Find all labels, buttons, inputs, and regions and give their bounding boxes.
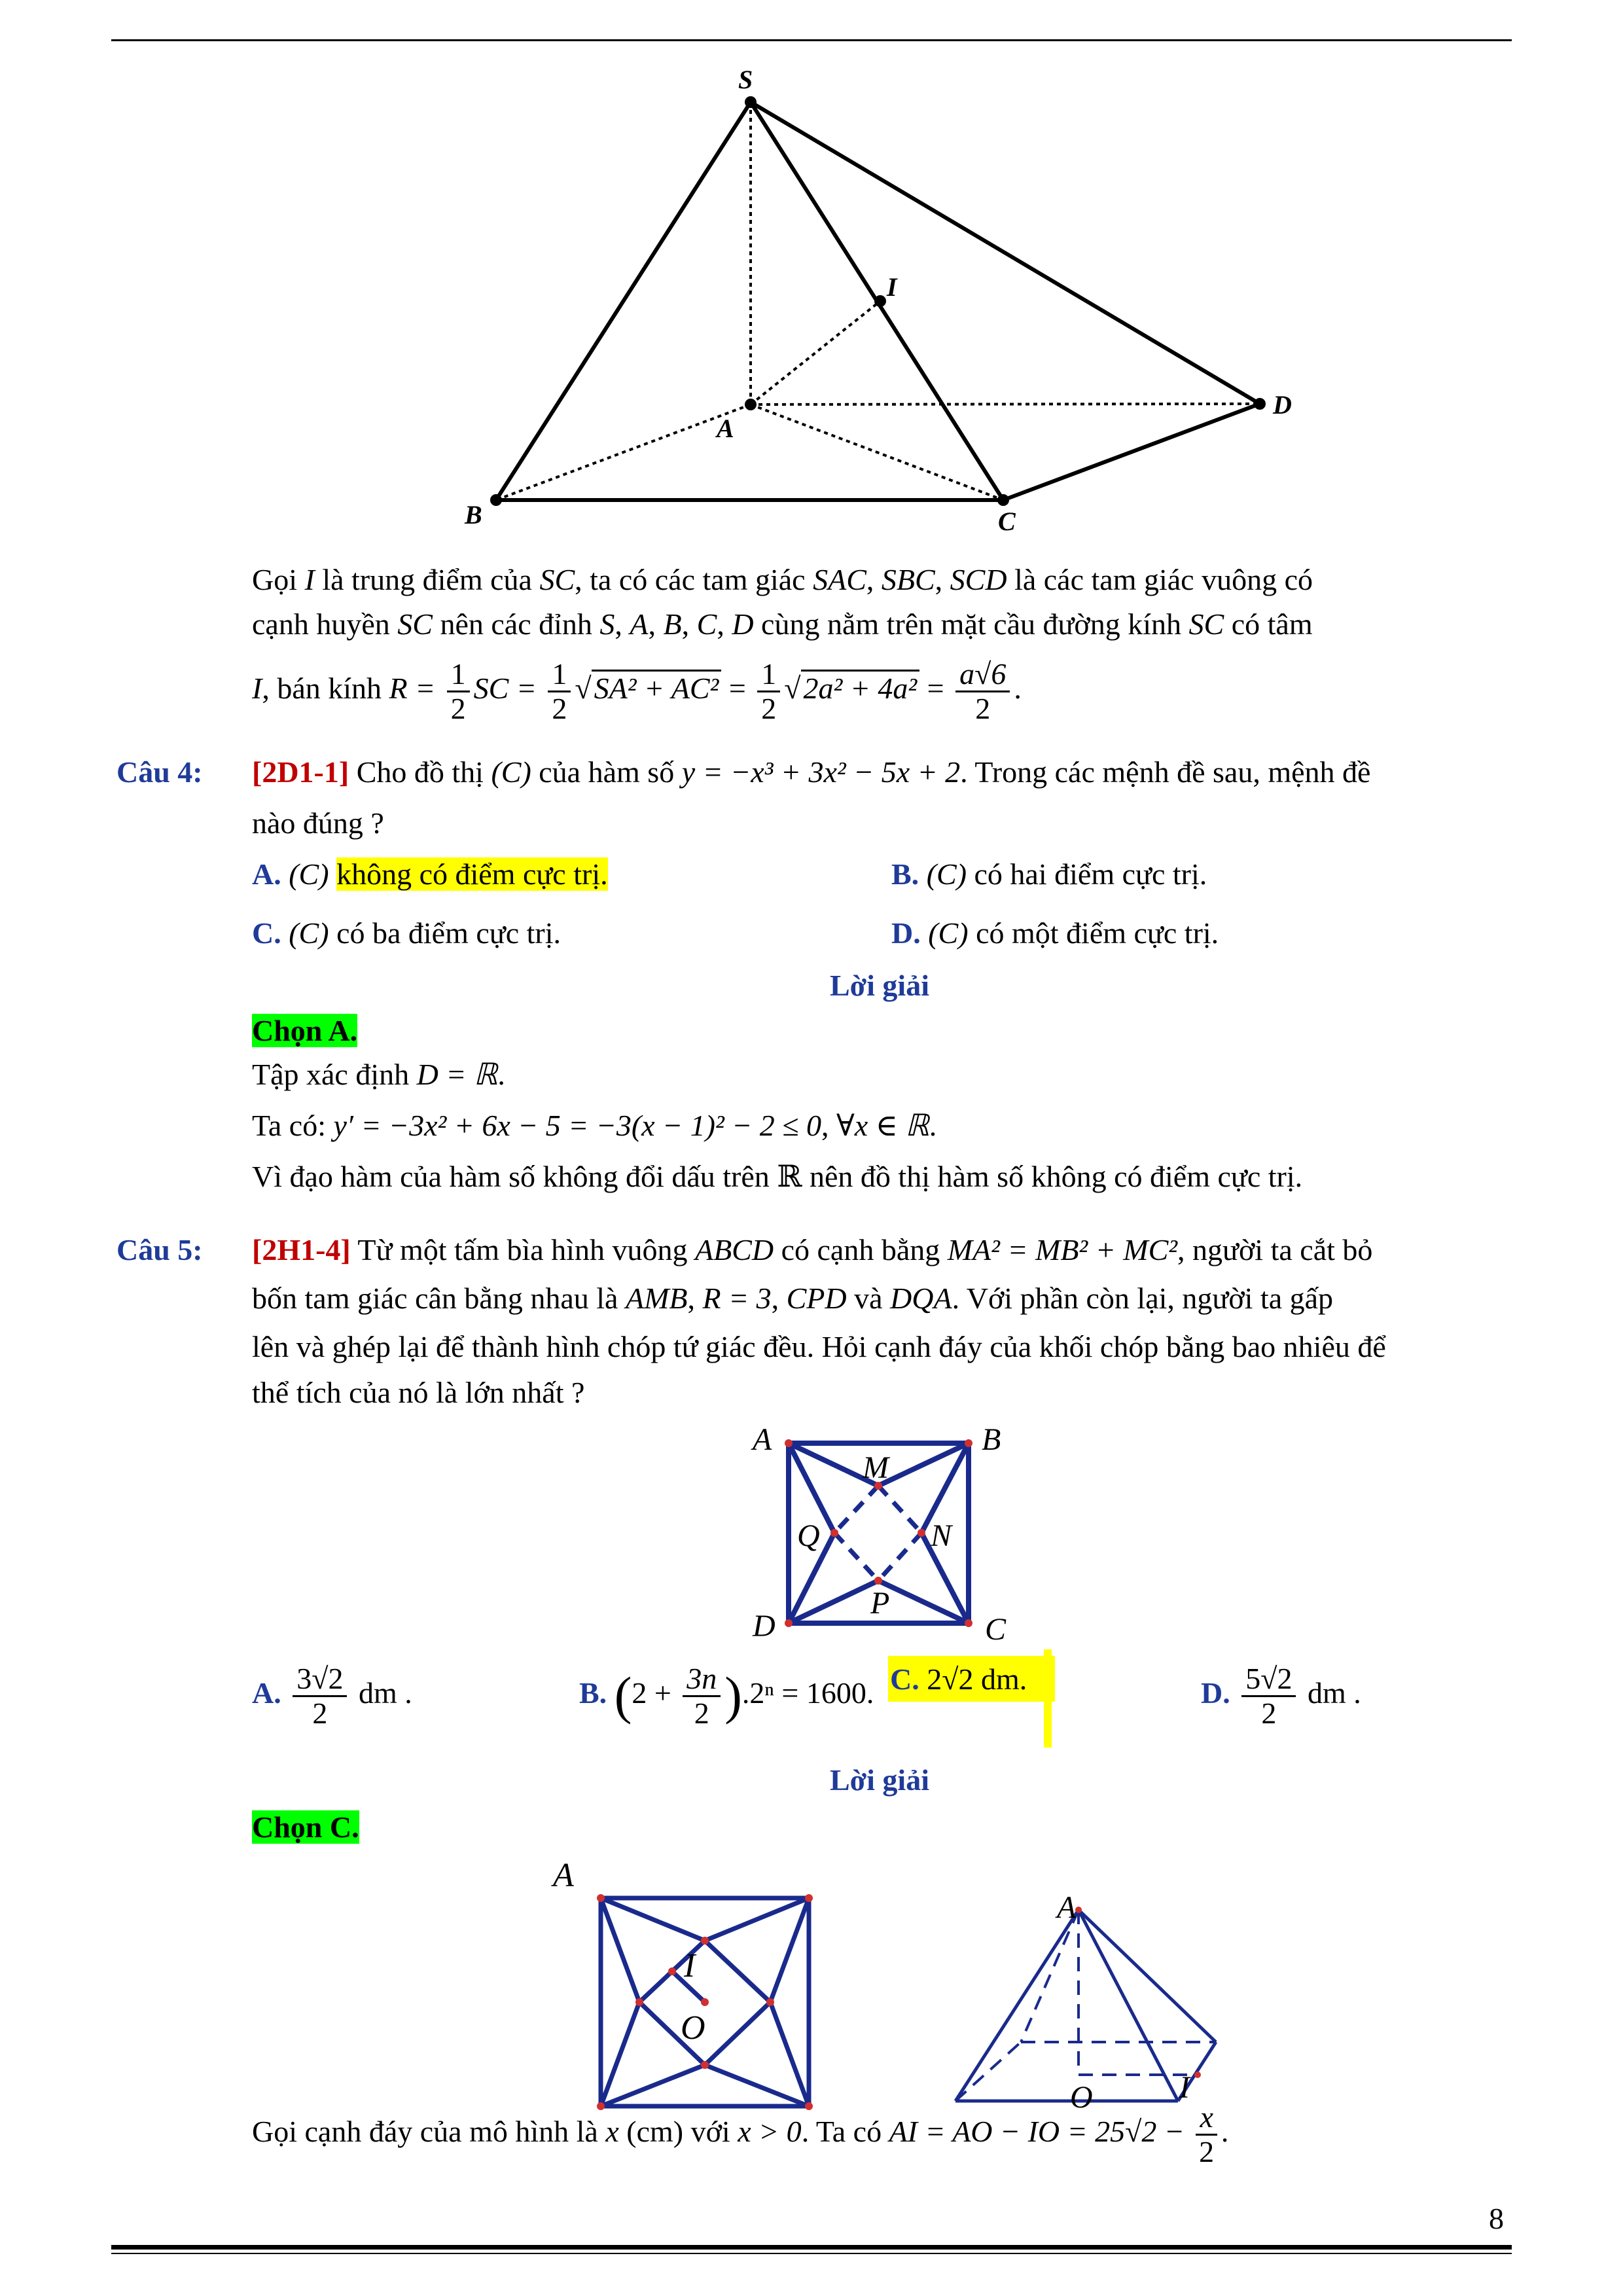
label-a: A	[717, 414, 734, 443]
q4-stem-line1: [2D1-1] Cho đồ thị (C) của hàm số y = −x³ + 3x² − 5x + 2. Trong các mệnh đề sau, mệnh đề	[252, 755, 1371, 789]
vertex-d-dot	[1254, 398, 1266, 410]
vertex-a-dot	[745, 399, 757, 410]
fig2-label-a: A	[753, 1422, 772, 1457]
fig2-label-p: P	[870, 1586, 890, 1621]
q5-label: Câu 5:	[116, 1233, 203, 1266]
q4-option-b: B. (C) có hai điểm cực trị.	[891, 857, 1207, 891]
q5-option-d: D. $\frac{5√2}{2}$ dm .	[1201, 1662, 1361, 1730]
q4-solution-line2: Ta có: y′ = −3x² + 6x − 5 = −3(x − 1)² − 2 ≤ 0, ∀x ∈ ℝ.	[252, 1109, 937, 1142]
q5-option-c-marker	[1044, 1649, 1052, 1748]
q4-option-d: D. (C) có một điểm cực trị.	[891, 916, 1219, 950]
q5-solution-title: Lời giải	[830, 1763, 929, 1797]
q5-option-a: A. $\frac{3√2}{2}$ dm .	[252, 1662, 412, 1730]
q5-solution-line1: Gọi cạnh đáy của mô hình là x (cm) với x > 0. Ta có AI = AO − IO = 25√2 − $\frac{x}{2}$ .	[252, 2100, 1229, 2168]
fig3-label-a: A	[553, 1857, 574, 1894]
q4-solution-title: Lời giải	[830, 969, 929, 1002]
q4-option-c: C. (C) có ba điểm cực trị.	[252, 916, 562, 950]
q5-stem-line1: [2H1-4] Từ một tấm bìa hình vuông ABCD có cạnh bằng MA² = MB² + MC², người ta cắt bỏ	[252, 1233, 1373, 1266]
pyramid-figure	[0, 0, 1623, 563]
fig2-label-b: B	[982, 1422, 1001, 1457]
q4-option-a: A. (C) không có điểm cực trị.	[252, 857, 608, 891]
fig4-label-i: I	[1179, 2070, 1190, 2105]
fig3-label-o: O	[681, 2009, 705, 2047]
q5-stem-line2: bốn tam giác cân bằng nhau là AMB, R = 3, CPD và DQA. Với phần còn lại, người ta gấp	[252, 1282, 1334, 1315]
fig2-label-c: C	[985, 1612, 1007, 1647]
q4-label: Câu 4:	[116, 755, 203, 789]
label-s: S	[738, 65, 753, 94]
q5-stem-line3: lên và ghép lại để thành hình chóp tứ giác đều. Hỏi cạnh đáy của khối chóp bằng bao nhiêu để	[252, 1330, 1386, 1363]
label-i: I	[887, 272, 897, 302]
vertex-c-dot	[997, 494, 1009, 506]
para1-line3: I, bán kính R = $\frac{1}{2}$ SC = $\frac{1}{2}$ √SA² + AC² = $\frac{1}{2}$ √2a² + 4a² = $\frac{a√6}{2}$ .	[252, 657, 1022, 725]
q4-choice: Chọn A.	[252, 1014, 358, 1047]
star-square-figure	[537, 1852, 825, 2127]
fig4-label-a: A	[1057, 1890, 1077, 1925]
fig2-label-d: D	[753, 1609, 776, 1643]
q4-solution-line1: Tập xác định D = ℝ.	[252, 1058, 505, 1091]
square-figure	[720, 1414, 1086, 1649]
q4-stem-line2: nào đúng ?	[252, 806, 384, 840]
q4-solution-line3: Vì đạo hàm của hàm số không đổi dấu trên ℝ nên đồ thị hàm số không có điểm cực trị.	[252, 1160, 1303, 1193]
bottom-rule-thin	[111, 2253, 1512, 2254]
q5-option-b: B. (2 + $\frac{3n}{2}$ ).2ⁿ = 1600.	[579, 1662, 874, 1730]
label-b: B	[465, 500, 482, 529]
fig2-label-m: M	[863, 1450, 889, 1485]
fig2-label-n: N	[931, 1518, 952, 1553]
para1-line1: Gọi I là trung điểm của SC, ta có các tam giác SAC, SBC, SCD là các tam giác vuông có	[252, 563, 1313, 596]
page-number: 8	[1489, 2202, 1504, 2235]
pyramid-model-figure	[942, 1878, 1230, 2114]
q5-option-c: C. 2√2 dm.	[890, 1662, 1027, 1696]
bottom-rule-thick	[111, 2245, 1512, 2250]
fig2-label-q: Q	[797, 1518, 820, 1553]
para1-line2: cạnh huyền SC nên các đỉnh S, A, B, C, D cùng nằm trên mặt cầu đường kính SC có tâm	[252, 607, 1313, 641]
fig4-label-o: O	[1070, 2080, 1093, 2114]
q5-stem-line4: thể tích của nó là lớn nhất ?	[252, 1376, 585, 1409]
point-i-dot	[874, 295, 886, 307]
fig3-label-i: I	[684, 1947, 696, 1984]
label-d: D	[1273, 390, 1292, 420]
q5-choice: Chọn C.	[252, 1810, 359, 1844]
label-c: C	[998, 507, 1016, 536]
vertex-s-dot	[745, 96, 757, 108]
vertex-b-dot	[490, 494, 502, 506]
